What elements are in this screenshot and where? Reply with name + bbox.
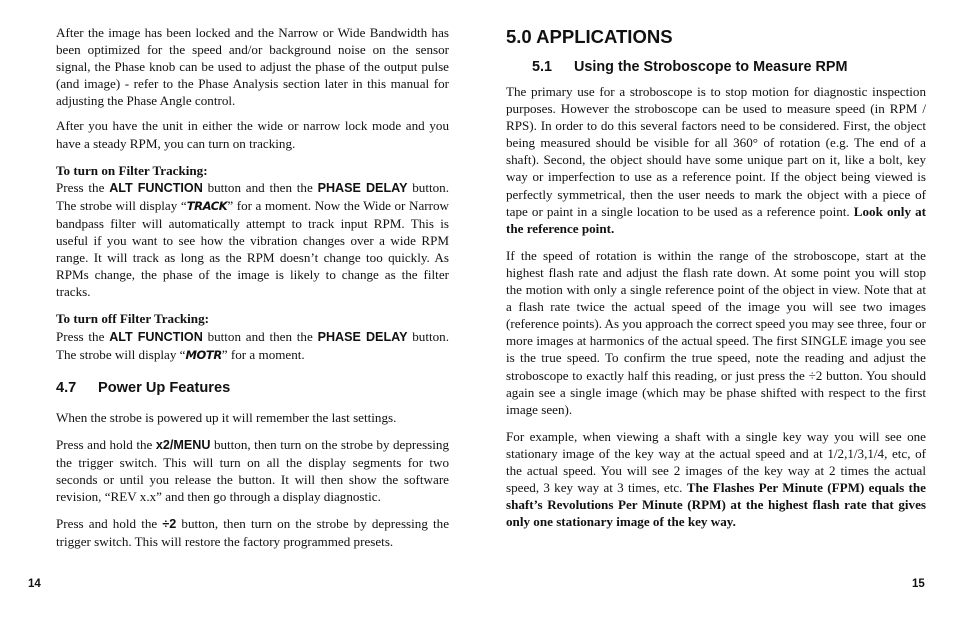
motr-display-readout: MOTR bbox=[185, 347, 222, 362]
section-heading-5-0: 5.0 APPLICATIONS bbox=[506, 26, 673, 47]
primary-use-paragraph: The primary use for a stroboscope is to stop motion for diagnostic inspection purposes. However the stroboscope can be used to measure speed (in RPM / RPS). In order to do this several factors need to be considered. First, the object being measured should be visible for all 360° of rotation (e.g. The end of a shaft). Second, the object should have some unique part on it, like a bolt, key way or imperfection to use as a reference point. If the object being viewed is perfectly symmetrical, then the user needs to mark the object with a piece of tape or paint in a single location to be used as a reference point. Look only at the reference point. bbox=[506, 84, 926, 236]
left-page bbox=[56, 24, 449, 550]
divide-by-two-button-label: ÷2 bbox=[162, 517, 177, 532]
filter-tracking-off-block: To turn off Filter Tracking: Press the ALT FUNCTION button and then the PHASE DELAY button. The strobe will display “MOTR” for a moment. bbox=[56, 311, 449, 362]
x2-menu-paragraph: Press and hold the x2/MENU button, then turn on the strobe by depressing the trigger switch. This will turn on all the display segments for two seconds or until you release the button. It will then show the software revision, “REV x.x” and then go through a display diagnostic. bbox=[56, 436, 450, 505]
flash-rate-paragraph: If the speed of rotation is within the range of the stroboscope, start at the highest flash rate and adjust the flash rate down. At some point you will stop the motion with only a single reference point of the object in view. Note that at a flash rate twice the actual speed of the image you will see two images (reference points). As you approach the correct speed you may see three, four or more images at harmonics of the actual speed. The first SINGLE image you see is the true speed. To confirm the true speed, note the reading and adjust the stroboscope to exactly half this reading, or just press the ÷2 button. You should again see a single image (which may be phase shifted with respect to the first image seen). bbox=[506, 247, 926, 417]
section-heading-4-7: 4.7 Power Up Features bbox=[56, 379, 231, 396]
track-display-readout: TRACK bbox=[186, 198, 228, 213]
phase-delay-button-label: PHASE DELAY bbox=[317, 329, 408, 344]
filter-tracking-on-block: To turn on Filter Tracking: Press the ALT FUNCTION button and then the PHASE DELAY button. The strobe will display “TRACK” for a moment. Now the Wide or Narrow bandpass filter will automatically attempt to track input RPM. This is useful if you want to see how the vibration changes over a wide RPM range. It will track as long as the RPM doesn’t change too quickly. As RPMs change, the phase of the image is likely to change as the filter tracks. bbox=[56, 162, 449, 300]
key-way-example-paragraph: For example, when viewing a shaft with a single key way you will see one stationary image of the key way at the actual speed and at 1/2,1/3,1/4, etc, of the actual speed. You will see 2 images of the key way at 2 times the actual speed, 3 key way at 3 times, etc. The Flashes Per Minute (FPM) equals the shaft’s Revolutions Per Minute (RPM) at the highest flash rate that gives only one stationary image of the key way. bbox=[506, 428, 926, 530]
page-number-right: 15 bbox=[912, 578, 925, 590]
section-heading-5-1: 5.1 Using the Stroboscope to Measure RPM bbox=[532, 59, 848, 75]
right-page bbox=[506, 24, 926, 530]
fpm-equals-rpm-note: The Flashes Per Minute (FPM) equals the shaft’s Revolutions Per Minute (RPM) at the highest flash rate that gives only one stationary image of the key way. bbox=[506, 480, 926, 530]
alt-function-button-label: ALT FUNCTION bbox=[109, 329, 203, 344]
filter-tracking-off-heading: To turn off Filter Tracking: bbox=[56, 311, 209, 327]
divide-by-two-paragraph: Press and hold the ÷2 button, then turn on the strobe by depressing the trigger switch. This will restore the factory programmed presets. bbox=[56, 516, 450, 550]
page-number-left: 14 bbox=[28, 578, 41, 590]
phase-delay-button-label: PHASE DELAY bbox=[317, 180, 408, 195]
tracking-intro-paragraph: After you have the unit in either the wide or narrow lock mode and you have a steady RPM, you can turn on tracking. bbox=[56, 118, 449, 151]
reference-point-note: Look only at the reference point. bbox=[506, 203, 926, 236]
x2-menu-button-label: x2/MENU bbox=[155, 437, 211, 452]
alt-function-button-label: ALT FUNCTION bbox=[109, 180, 203, 195]
filter-tracking-on-heading: To turn on Filter Tracking: bbox=[56, 162, 208, 178]
power-up-paragraph: When the strobe is powered up it will remember the last settings. bbox=[56, 409, 397, 425]
phase-paragraph: After the image has been locked and the Narrow or Wide Bandwidth has been optimized for the speed and/or background noise on the sensor signal, the Phase knob can be used to adjust the phase of the output pulse (and image) - refer to the Phase Analysis section later in this manual for adjusting the Phase Angle control. bbox=[56, 25, 449, 109]
